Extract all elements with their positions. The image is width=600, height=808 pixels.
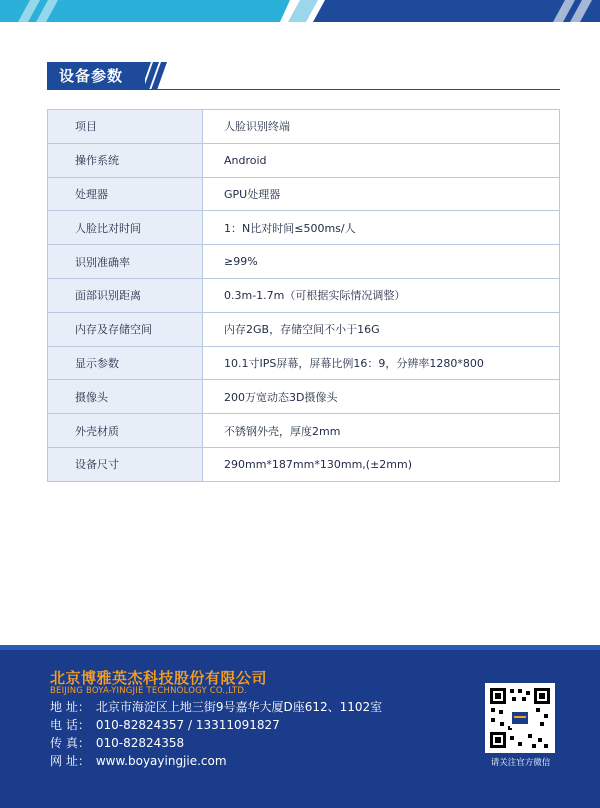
table-row — [48, 346, 560, 380]
header-rule — [47, 89, 560, 90]
company-name-cn: 北京博雅英杰科技股份有限公司 — [50, 669, 268, 687]
section-title: 设备参数 — [59, 67, 124, 85]
phone-value: 010-82824357 / 13311091827 — [95, 718, 280, 732]
spec-value: 0.3m-1.7m（可根据实际情况调整） — [203, 278, 560, 312]
spec-key: 人脸比对时间 — [48, 211, 203, 245]
phone-row — [50, 716, 280, 733]
spec-key: 处理器 — [48, 177, 203, 211]
spec-key: 设备尺寸 — [48, 447, 203, 481]
spec-key: 项目 — [48, 110, 203, 144]
spec-value: 不锈钢外壳，厚度2mm — [203, 414, 560, 448]
table-row — [48, 177, 560, 211]
phone-label: 电 话： — [50, 718, 90, 732]
table-row — [48, 414, 560, 448]
company-name-en: BEIJING BOYA-YINGJIE TECHNOLOGY CO.,LTD. — [50, 686, 248, 696]
spec-value: 内存2GB，存储空间不小于16G — [203, 312, 560, 346]
spec-value: 1：N比对时间≤500ms/人 — [203, 211, 560, 245]
fax-label: 传 真： — [50, 736, 90, 750]
table-row — [48, 312, 560, 346]
spec-table — [47, 109, 560, 482]
spec-value: Android — [203, 143, 560, 177]
spec-value: 人脸识别终端 — [203, 110, 560, 144]
website-row — [50, 752, 227, 769]
qr-code-icon — [485, 683, 555, 753]
spec-key: 摄像头 — [48, 380, 203, 414]
website-link[interactable]: www.boyayingjie.com — [95, 754, 227, 768]
table-row — [48, 447, 560, 481]
spec-key: 外壳材质 — [48, 414, 203, 448]
table-row — [48, 110, 560, 144]
top-decorative-band — [0, 0, 600, 22]
table-row — [48, 380, 560, 414]
website-label: 网 址： — [50, 754, 90, 768]
spec-value: GPU处理器 — [203, 177, 560, 211]
address-row — [50, 698, 382, 715]
spec-key: 识别准确率 — [48, 245, 203, 279]
spec-value: 10.1寸IPS屏幕，屏幕比例16：9，分辨率1280*800 — [203, 346, 560, 380]
spec-value: 200万宽动态3D摄像头 — [203, 380, 560, 414]
table-row — [48, 211, 560, 245]
spec-key: 内存及存储空间 — [48, 312, 203, 346]
address-label: 地 址： — [50, 700, 90, 714]
spec-key: 面部识别距离 — [48, 278, 203, 312]
fax-value: 010-82824358 — [95, 736, 185, 750]
spec-key: 操作系统 — [48, 143, 203, 177]
address-value: 北京市海淀区上地三街9号嘉华大厦D座612、1102室 — [95, 700, 383, 714]
spec-key: 显示参数 — [48, 346, 203, 380]
footer-stripe — [0, 645, 600, 650]
qr-caption: 请关注官方微信 — [490, 758, 551, 768]
table-row — [48, 143, 560, 177]
spec-value: ≥99% — [203, 245, 560, 279]
fax-row — [50, 734, 184, 751]
footer — [0, 645, 600, 808]
table-row — [48, 278, 560, 312]
spec-value: 290mm*187mm*130mm,(±2mm) — [203, 447, 560, 481]
table-row — [48, 245, 560, 279]
